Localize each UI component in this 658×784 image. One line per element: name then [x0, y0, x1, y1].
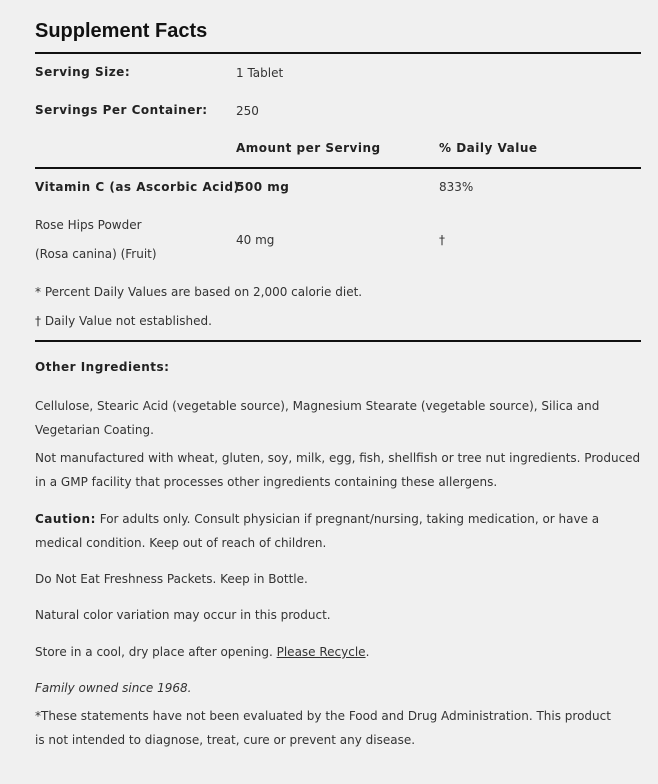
- family-owned-statement: Family owned since 1968.: [35, 681, 192, 695]
- allergen-statement: Not manufactured with wheat, gluten, soy, milk, egg, fish, shellfish or tree nut ingredients. Produced in a GMP facility that processes other ingredients containing these allergens.: [35, 451, 641, 489]
- serving-size-value: 1 Tablet: [236, 66, 284, 80]
- caution-statement: [35, 507, 635, 555]
- please-recycle-link[interactable]: Please Recycle: [276, 645, 366, 659]
- other-ingredients-text: Cellulose, Stearic Acid (vegetable source), Magnesium Stearate (vegetable source), Silica and Vegetarian Coating.: [35, 399, 600, 437]
- nutrient-dv-rose-hips: †: [439, 233, 445, 247]
- color-variation-statement: Natural color variation may occur in this product.: [35, 608, 331, 622]
- amount-per-serving-header: Amount per Serving: [236, 141, 381, 155]
- nutrient-amount-rose-hips: 40 mg: [236, 233, 275, 247]
- nutrient-name-vitamin-c: Vitamin C (as Ascorbic Acid): [35, 180, 240, 194]
- nutrient-name-rose-hips-line2: (Rosa canina) (Fruit): [35, 247, 157, 261]
- fda-disclaimer: *These statements have not been evaluated by the Food and Drug Administration. This product is not intended to diagnose, treat, cure or prevent any disease.: [35, 709, 611, 747]
- storage-text: Store in a cool, dry place after opening.: [35, 645, 277, 659]
- serving-size-label: Serving Size:: [35, 65, 131, 79]
- nutrient-name-rose-hips-line1: Rose Hips Powder: [35, 218, 142, 232]
- top-divider: [35, 52, 641, 54]
- caution-text: For adults only. Consult physician if pregnant/nursing, taking medication, or have a medical condition. Keep out of reach of children.: [35, 512, 600, 550]
- storage-end: .: [365, 645, 370, 659]
- footnote-dagger: † Daily Value not established.: [35, 314, 212, 328]
- table-header-divider: [35, 167, 641, 169]
- freshness-statement: Do Not Eat Freshness Packets. Keep in Bottle.: [35, 572, 308, 586]
- servings-per-container-value: 250: [236, 104, 259, 118]
- storage-statement: [35, 640, 369, 664]
- other-ingredients-heading: Other Ingredients:: [35, 360, 170, 374]
- caution-label: Caution:: [35, 512, 96, 526]
- nutrient-dv-vitamin-c: 833%: [439, 180, 474, 194]
- facts-bottom-divider: [35, 340, 641, 342]
- panel-title: Supplement Facts: [35, 20, 208, 42]
- footnote-percent: * Percent Daily Values are based on 2,000 calorie diet.: [35, 285, 363, 299]
- servings-per-container-label: Servings Per Container:: [35, 103, 208, 117]
- nutrient-amount-vitamin-c: 500 mg: [236, 180, 290, 194]
- daily-value-header: % Daily Value: [439, 141, 538, 155]
